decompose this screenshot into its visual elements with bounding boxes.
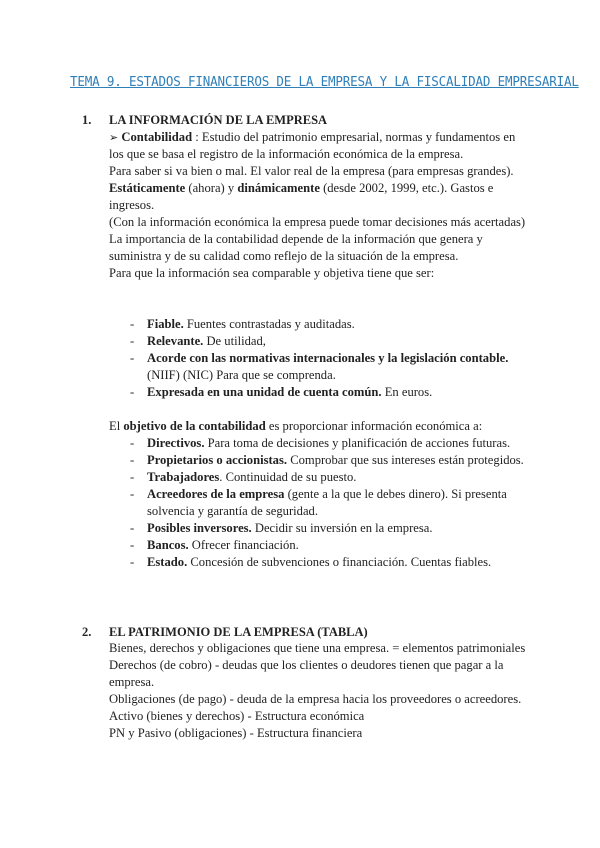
section-1-number: 1. xyxy=(82,113,92,127)
quality-term: Fiable. xyxy=(147,317,184,331)
user-term: Acreedores de la empresa xyxy=(147,487,285,501)
user-term: Directivos. xyxy=(147,436,205,450)
user-text: . Continuidad de su puesto. xyxy=(219,470,357,484)
qualities-list xyxy=(130,316,530,401)
list-item xyxy=(130,469,530,486)
user-text: Comprobar que sus intereses están protegidos. xyxy=(287,453,524,467)
user-term: Bancos. xyxy=(147,538,189,552)
quality-term: Expresada en una unidad de cuenta común. xyxy=(147,385,382,399)
list-item xyxy=(130,316,530,333)
list-item xyxy=(130,384,530,401)
saber-line: Para saber si va bien o mal. El valor real de la empresa (para empresas grandes). xyxy=(109,164,514,178)
list-item xyxy=(130,537,530,554)
document-title: TEMA 9. ESTADOS FINANCIEROS DE LA EMPRESA Y LA FISCALIDAD EMPRESARIAL xyxy=(70,74,579,90)
quality-term: Acorde con las normativas internacionales y la legislación contable. xyxy=(147,351,509,365)
objetivo-line xyxy=(109,418,529,435)
user-text: Concesión de subvenciones o financiación. Cuentas fiables. xyxy=(187,555,492,569)
user-text: (gente a la que le debes dinero). Si presenta solvencia y garantía de seguridad. xyxy=(147,487,507,518)
section-2-heading: EL PATRIMONIO DE LA EMPRESA (TABLA) xyxy=(109,625,368,639)
quality-text: Fuentes contrastadas y auditadas. xyxy=(183,317,355,331)
list-item xyxy=(130,350,530,384)
contabilidad-term: Contabilidad xyxy=(121,130,193,144)
user-term: Posibles inversores. xyxy=(147,521,252,535)
list-item xyxy=(130,333,530,350)
list-item xyxy=(130,435,530,452)
comparable-line: Para que la información sea comparable y objetiva tiene que ser: xyxy=(109,266,435,280)
user-term: Trabajadores xyxy=(147,470,220,484)
users-list xyxy=(130,435,530,571)
user-text: Para toma de decisiones y planificación de acciones futuras. xyxy=(204,436,511,450)
pasivo-line: PN y Pasivo (obligaciones) - Estructura financiera xyxy=(109,726,363,740)
objetivo-text: es proporcionar información económica a: xyxy=(265,419,483,433)
contabilidad-definition xyxy=(109,129,529,163)
quality-text: En euros. xyxy=(381,385,433,399)
user-term: Estado. xyxy=(147,555,188,569)
section-2-number: 2. xyxy=(82,625,92,639)
list-item xyxy=(130,452,530,469)
dinamicamente-term: dinámicamente xyxy=(237,181,320,195)
dinamicamente-text: (desde 2002, 1999, etc.). Gastos e ingresos. xyxy=(109,181,494,212)
obligaciones-line: Obligaciones (de pago) - deuda de la empresa hacia los proveedores o acreedores. xyxy=(109,692,522,706)
estatico-dinamico-line xyxy=(109,180,529,214)
user-text: Decidir su inversión en la empresa. xyxy=(251,521,433,535)
objetivo-term: objetivo de la contabilidad xyxy=(123,419,266,433)
quality-text: De utilidad, xyxy=(203,334,266,348)
quality-term: Relevante. xyxy=(147,334,204,348)
section-1-heading: LA INFORMACIÓN DE LA EMPRESA xyxy=(109,113,328,127)
importancia-paragraph: (Con la información económica la empresa puede tomar decisiones más acertadas) La importancia de la contabilidad depende de la información que genera y suministra y de su calidad como reflejo de la situación de la empresa. xyxy=(109,215,526,263)
estaticamente-text: (ahora) y xyxy=(185,181,238,195)
user-term: Propietarios o accionistas. xyxy=(147,453,288,467)
arrow-bullet-icon: ➢ xyxy=(109,131,119,144)
quality-text: (NIIF) (NIC) Para que se comprenda. xyxy=(147,368,336,382)
list-item xyxy=(130,554,530,571)
list-item xyxy=(130,486,530,520)
section-1-intro xyxy=(109,129,529,282)
objetivo-pre: El xyxy=(109,419,124,433)
estaticamente-term: Estáticamente xyxy=(109,181,186,195)
derechos-line: Derechos (de cobro) - deudas que los clientes o deudores tienen que pagar a la empresa. xyxy=(109,658,504,689)
activo-line: Activo (bienes y derechos) - Estructura económica xyxy=(109,709,365,723)
user-text: Ofrecer financiación. xyxy=(188,538,299,552)
section-2-body xyxy=(109,640,529,742)
patrimonio-line: Bienes, derechos y obligaciones que tiene una empresa. = elementos patrimoniales xyxy=(109,641,526,655)
list-item xyxy=(130,520,530,537)
contabilidad-text: : Estudio del patrimonio empresarial, normas y fundamentos en los que se basa el registro de la información económica de la empresa. xyxy=(109,130,516,161)
